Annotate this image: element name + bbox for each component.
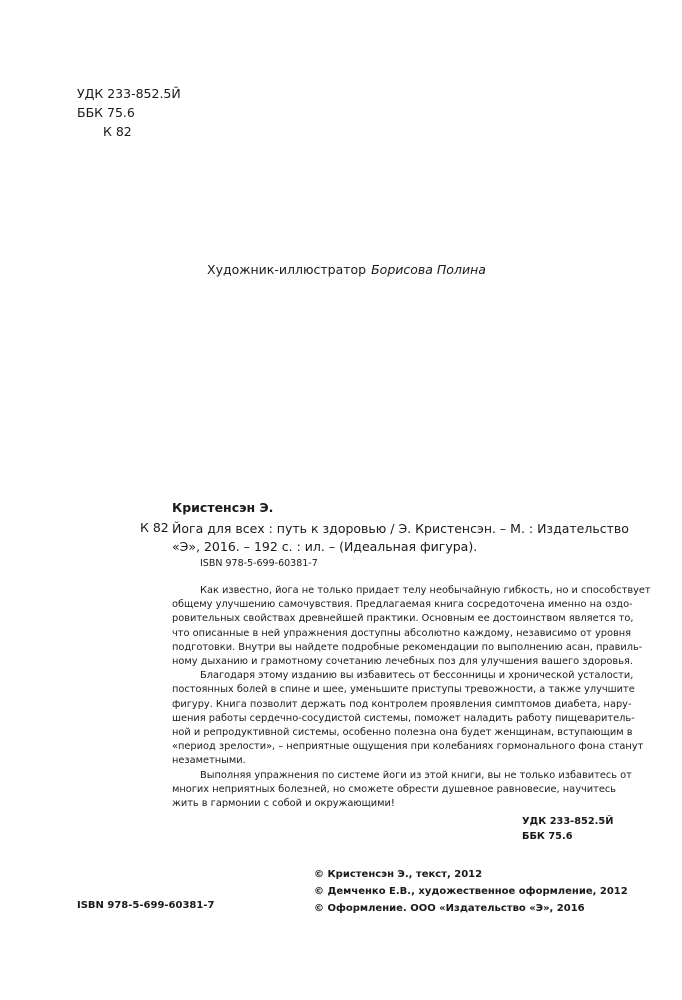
abstract-line: постоянных болей в спине и шее, уменьшите приступы тревожности, а также улучшите <box>172 684 635 696</box>
author-sign: К 82 <box>103 124 132 139</box>
abstract-paragraph <box>172 669 644 768</box>
catalog-author: Кристенсэн Э. <box>172 500 274 515</box>
copyright-line: © Оформление. ООО «Издательство «Э», 2016 <box>314 903 585 914</box>
book-abstract <box>172 584 651 811</box>
catalog-entry-line: Йога для всех : путь к здоровью / Э. Кристенсэн. – М. : Издательство <box>172 521 629 536</box>
udk-code: УДК 233-852.5Й <box>77 86 181 101</box>
abstract-line: фигуру. Книга позволит держать под контролем проявления симптомов диабета, нару- <box>172 698 632 710</box>
abstract-line: «период зрелости», – неприятные ощущения при колебаниях гормонального фона станут <box>172 741 644 753</box>
top-classification-codes <box>77 84 181 141</box>
bbk-code: ББК 75.6 <box>522 831 573 842</box>
abstract-line: шения работы сердечно-сосудистой системы, поможет наладить работу пищеваритель- <box>172 712 635 724</box>
abstract-paragraph <box>172 769 632 812</box>
abstract-line: жить в гармонии с собой и окружающими! <box>172 798 395 810</box>
abstract-paragraph <box>172 584 651 669</box>
illustrator-name: Борисова Полина <box>371 262 486 277</box>
catalog-entry-line: «Э», 2016. – 192 с. : ил. – (Идеальная фигура). <box>172 539 478 554</box>
illustrator-credit <box>207 262 486 278</box>
udk-code: УДК 233-852.5Й <box>522 816 614 827</box>
abstract-line: ровительных свойствах древнейшей практики. Основным ее достоинством является то, <box>172 613 634 625</box>
illustrator-label: Художник-иллюстратор <box>207 262 367 277</box>
abstract-line: Выполняя упражнения по системе йоги из этой книги, вы не только избавитесь от <box>200 769 632 781</box>
bottom-classification-codes <box>522 814 613 844</box>
isbn-number: ISBN 978-5-699-60381-7 <box>77 900 215 911</box>
copyright-line: © Кристенсэн Э., текст, 2012 <box>314 869 483 880</box>
abstract-line: ному дыханию и грамотному сочетанию лечебных поз для улучшения вашего здоровья. <box>172 656 633 668</box>
copyright-line: © Демченко Е.В., художественное оформление, 2012 <box>314 886 628 897</box>
abstract-line: многих неприятных болезней, но сможете обрести душевное равновесие, научитесь <box>172 783 617 795</box>
abstract-line: незаметными. <box>172 755 246 767</box>
abstract-line: Как известно, йога не только придает телу необычайную гибкость, но и способствует <box>200 585 651 596</box>
catalog-isbn: ISBN 978-5-699-60381-7 <box>200 558 318 569</box>
catalog-author-sign: К 82 <box>140 520 169 535</box>
bbk-code: ББК 75.6 <box>77 105 135 120</box>
abstract-line: ной и репродуктивной системы, особенно полезна она будет женщинам, вступающим в <box>172 727 633 739</box>
abstract-line: общему улучшению самочувствия. Предлагаемая книга сосредоточена именно на оздо- <box>172 599 633 611</box>
catalog-entry <box>172 520 629 556</box>
abstract-line: Благодаря этому изданию вы избавитесь от бессонницы и хронической усталости, <box>200 670 634 682</box>
abstract-line: подготовки. Внутри вы найдете подробные рекомендации по выполнению асан, правиль- <box>172 641 643 653</box>
abstract-line: что описанные в ней упражнения доступны абсолютно каждому, независимо от уровня <box>172 627 632 639</box>
copyright-notices <box>314 866 628 917</box>
